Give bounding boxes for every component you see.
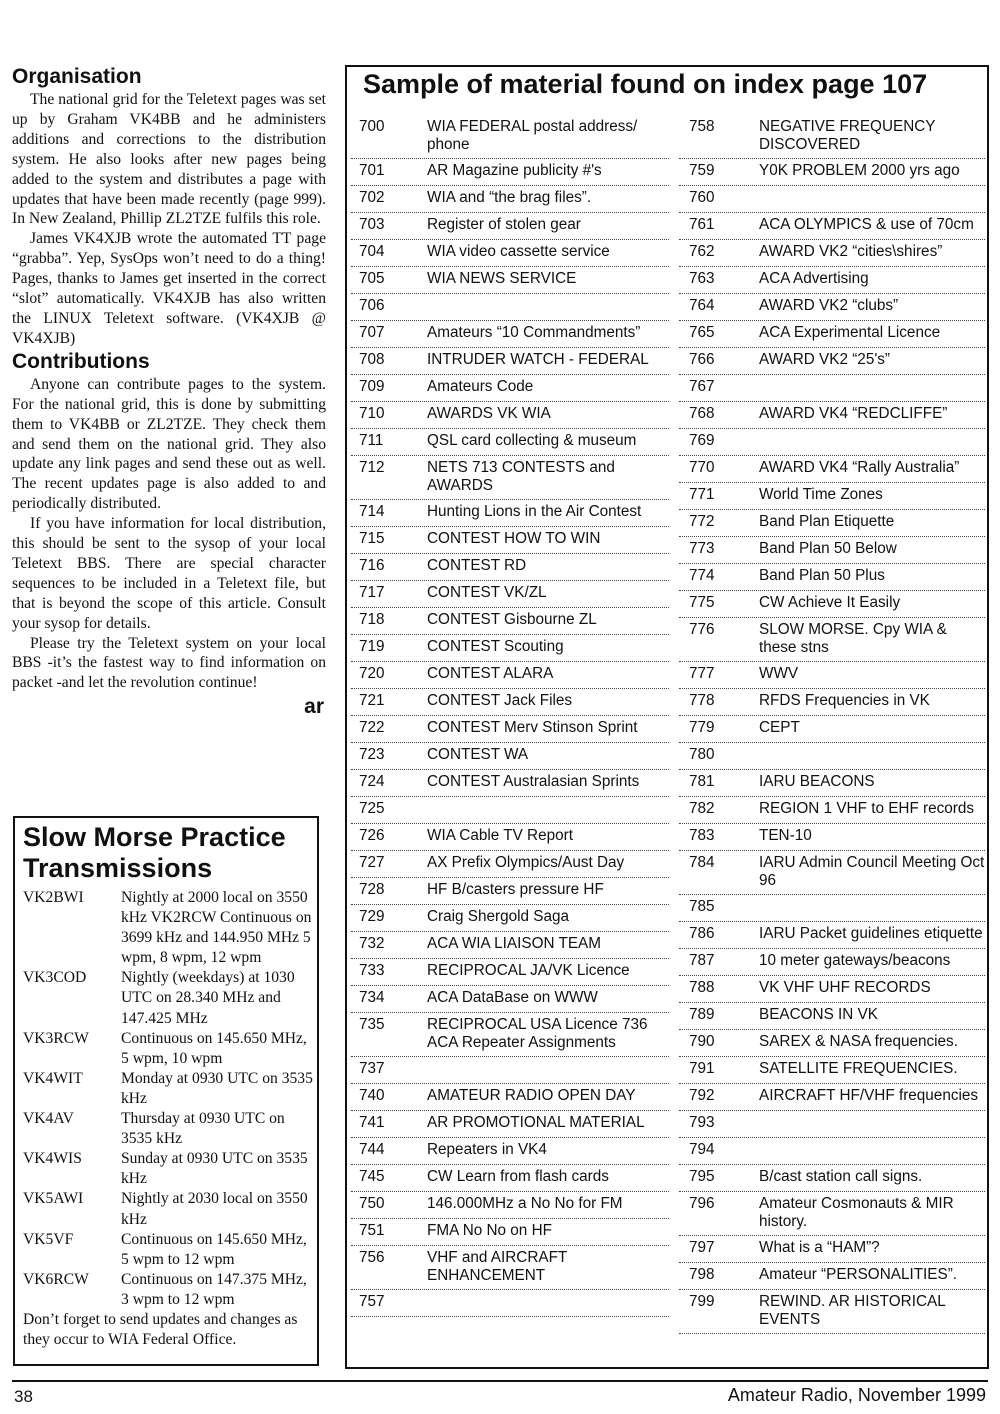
index-page-number: 769 [689, 432, 715, 449]
index-entry [679, 159, 985, 186]
footer-divider [12, 1380, 988, 1382]
organisation-heading: Organisation [12, 65, 142, 88]
index-page-number: 760 [689, 189, 715, 206]
morse-schedule-row [23, 1230, 313, 1270]
index-entry [679, 949, 985, 976]
index-entry-title: ACA DataBase on WWW [427, 989, 598, 1006]
index-entry-title: CONTEST ALARA [427, 665, 554, 682]
index-entry [351, 797, 669, 824]
index-page-number: 788 [689, 979, 715, 996]
index-entry-title: RECIPROCAL JA/VK Licence [427, 962, 630, 979]
index-entry [679, 1138, 985, 1165]
index-entry-title [427, 1293, 669, 1312]
index-entry [351, 527, 669, 554]
index-page-number: 744 [359, 1141, 385, 1158]
index-page-number: 715 [359, 530, 385, 547]
index-entry [679, 402, 985, 429]
index-entry-title: CONTEST HOW TO WIN [427, 530, 601, 547]
slow-morse-list [23, 888, 313, 1310]
index-page-number: 751 [359, 1222, 385, 1239]
index-entry-title [759, 746, 985, 765]
index-entry [351, 240, 669, 267]
index-page-number: 710 [359, 405, 385, 422]
index-entry [351, 986, 669, 1013]
index-entry-title: CONTEST Scouting [427, 638, 564, 655]
index-page-number: 721 [359, 692, 385, 709]
slow-morse-footer: Don’t forget to send updates and changes as they occur to WIA Federal Office. [23, 1310, 298, 1349]
index-entry [679, 186, 985, 213]
index-entry-title: Amateur “PERSONALITIES”. [759, 1266, 958, 1283]
index-page-number: 757 [359, 1293, 385, 1310]
morse-schedule-row [23, 1069, 313, 1109]
index-page-number: 782 [689, 800, 715, 817]
index-entry-title: AWARDS VK WIA [427, 405, 551, 422]
index-entry [679, 348, 985, 375]
index-entry [351, 824, 669, 851]
morse-schedule: Continuous on 145.650 MHz, 5 wpm to 12 wpm [121, 1230, 307, 1268]
index-entry [351, 635, 669, 662]
index-entry-title: AWARD VK4 “REDCLIFFE” [759, 405, 948, 422]
contributions-paragraph: If you have information for local distribution, this should be sent to the sysop of your local Teletext BBS. There are special character sequences to be included in a Teletext file, but that is beyond the scope of this article. Consult your sysop for details. [12, 515, 326, 632]
index-entry [351, 851, 669, 878]
morse-schedule: Nightly at 2000 local on 3550 kHz VK2RCW Continuous on 3699 kHz and 144.950 MHz 5 wpm, 8 wpm, 12 wpm [121, 889, 312, 967]
index-entry-title: ACA OLYMPICS & use of 70cm [759, 216, 974, 233]
index-entry [351, 581, 669, 608]
index-page-number: 784 [689, 854, 715, 871]
index-entry-title: FMA No No on HF [427, 1222, 552, 1239]
index-entry-title: B/cast station call signs. [759, 1168, 923, 1185]
contributions-heading: Contributions [12, 349, 150, 373]
index-entry-title: ACA WIA LIAISON TEAM [427, 935, 601, 952]
index-page-number: 745 [359, 1168, 385, 1185]
index-column-left [351, 115, 669, 1317]
index-entry [679, 1111, 985, 1138]
index-entry [679, 1165, 985, 1192]
index-page-number: 762 [689, 243, 715, 260]
index-entry [351, 1290, 669, 1317]
index-entry-title: Band Plan 50 Plus [759, 567, 885, 584]
index-entry-title: REGION 1 VHF to EHF records [759, 800, 975, 817]
index-entry [351, 500, 669, 527]
index-entry-title: IARU Packet guidelines etiquette [759, 925, 983, 942]
index-entry-title: CW Achieve It Easily [759, 594, 901, 611]
contributions-paragraph: Please try the Teletext system on your local BBS -it’s the fastest way to find information on packet -and let the revolution continue! [12, 634, 326, 692]
index-page-number: 796 [689, 1195, 715, 1212]
index-page-number: 775 [689, 594, 715, 611]
morse-schedule-row [23, 1189, 313, 1229]
index-page-number: 763 [689, 270, 715, 287]
index-entry-title: Repeaters in VK4 [427, 1141, 547, 1158]
index-entry-title: IARU BEACONS [759, 773, 875, 790]
index-entry [351, 456, 669, 500]
index-entry [679, 456, 985, 483]
index-entry [351, 932, 669, 959]
index-page-number: 774 [689, 567, 715, 584]
index-page-number: 733 [359, 962, 385, 979]
index-page-number: 726 [359, 827, 385, 844]
index-entry [679, 743, 985, 770]
index-page-number: 719 [359, 638, 385, 655]
index-entry-title: WIA NEWS SERVICE [427, 270, 577, 287]
index-entry-title: WWV [759, 665, 799, 682]
index-entry [351, 1084, 669, 1111]
index-entry [679, 689, 985, 716]
index-entry-title: CONTEST VK/ZL [427, 584, 547, 601]
index-page-number: 720 [359, 665, 385, 682]
index-entry-title: AIRCRAFT HF/VHF frequencies [759, 1087, 979, 1104]
index-entry-title: CW Learn from flash cards [427, 1168, 609, 1185]
index-page-number: 797 [689, 1239, 715, 1256]
index-page-number: 705 [359, 270, 385, 287]
morse-schedule: Nightly (weekdays) at 1030 UTC on 28.340 MHz and 147.425 MHz [121, 969, 295, 1027]
index-entry [679, 213, 985, 240]
index-page-number: 741 [359, 1114, 385, 1131]
index-page-number: 791 [689, 1060, 715, 1077]
morse-schedule: Continuous on 145.650 MHz, 5 wpm, 10 wpm [121, 1029, 307, 1067]
index-entry [351, 959, 669, 986]
index-entry [351, 662, 669, 689]
morse-callsign: VK4AV [23, 1110, 74, 1128]
index-entry [679, 922, 985, 949]
index-page-number: 761 [689, 216, 715, 233]
index-page-number: 732 [359, 935, 385, 952]
index-entry-title [759, 1114, 985, 1133]
index-entry-title: WIA video cassette service [427, 243, 610, 260]
morse-schedule-row [23, 888, 313, 968]
index-entry [351, 1013, 669, 1057]
index-entry-title: AWARD VK4 “Rally Australia” [759, 459, 960, 476]
index-page-number: 734 [359, 989, 385, 1006]
index-page-number: 727 [359, 854, 385, 871]
page-number: 38 [14, 1387, 33, 1406]
index-entry [351, 1246, 669, 1290]
index-entry [351, 878, 669, 905]
morse-callsign: VK5VF [23, 1230, 74, 1248]
index-page-number: 785 [689, 898, 715, 915]
index-page-number: 712 [359, 459, 385, 476]
index-entry [351, 294, 669, 321]
index-entry [679, 1003, 985, 1030]
slow-morse-title: Slow Morse Practice Transmissions [23, 822, 286, 883]
index-entry [679, 115, 985, 159]
index-entry-title [759, 189, 985, 208]
index-page-number: 701 [359, 162, 385, 179]
index-entry-title [427, 800, 669, 819]
index-entry [679, 824, 985, 851]
index-entry-title: AWARD VK2 “cities\shires” [759, 243, 943, 260]
morse-schedule: Thursday at 0930 UTC on 3535 kHz [121, 1110, 285, 1148]
index-entry [679, 483, 985, 510]
index-entry [351, 689, 669, 716]
index-page-number: 700 [359, 118, 385, 135]
index-page-number: 725 [359, 800, 385, 817]
index-page-number: 756 [359, 1249, 385, 1266]
morse-callsign: VK2BWI [23, 889, 84, 906]
index-page-number: 799 [689, 1293, 715, 1310]
index-page-number: 750 [359, 1195, 385, 1212]
index-page-number: 729 [359, 908, 385, 925]
contributions-paragraph: Anyone can contribute pages to the system. For the national grid, this is done by submitting them to VK4BB or ZL2TZE. They check them and send them on the national grid. They also update any link pages and send these out as well. The recent updates page is also added to and periodically distributed. [12, 375, 326, 513]
index-entry [351, 321, 669, 348]
index-entry [679, 510, 985, 537]
index-page-number: 740 [359, 1087, 385, 1104]
index-page-number: 781 [689, 773, 715, 790]
index-entry-title: NEGATIVE FREQUENCY DISCOVERED [759, 118, 936, 153]
index-page-number: 758 [689, 118, 715, 135]
index-entry-title [759, 1141, 985, 1160]
morse-callsign: VK5AWI [23, 1190, 84, 1208]
index-entry [679, 537, 985, 564]
index-page-number: 783 [689, 827, 715, 844]
index-page-number: 708 [359, 351, 385, 368]
index-entry-title: World Time Zones [759, 486, 883, 503]
index-page-number: 764 [689, 297, 715, 314]
index-entry [351, 213, 669, 240]
index-entry-title: AWARD VK2 “clubs” [759, 297, 899, 314]
index-entry [351, 1111, 669, 1138]
index-entry [351, 1165, 669, 1192]
morse-callsign: VK4WIT [23, 1069, 83, 1087]
index-entry-title: NETS 713 CONTESTS and AWARDS [427, 459, 615, 494]
index-entry-title: SATELLITE FREQUENCIES. [759, 1060, 958, 1077]
index-entry-title: SAREX & NASA frequencies. [759, 1033, 958, 1050]
index-entry [679, 851, 985, 895]
index-page-number: 709 [359, 378, 385, 395]
organisation-paragraph: The national grid for the Teletext pages was set up by Graham VK4BB and he administers additions and corrections to the distribution system. He also looks after new pages being added to the system and distributes a page with updates that have been made recently (page 999). In New Zealand, Phillip ZL2TZE fulfils this role. [12, 91, 326, 228]
index-entry [679, 240, 985, 267]
index-page-number: 780 [689, 746, 715, 763]
index-page-number: 770 [689, 459, 715, 476]
morse-schedule-row [23, 1149, 313, 1189]
index-page-number: 703 [359, 216, 385, 233]
index-page-number: 728 [359, 881, 385, 898]
index-page-number: 778 [689, 692, 715, 709]
index-page-number: 724 [359, 773, 385, 790]
index-entry-title: Hunting Lions in the Air Contest [427, 503, 642, 520]
index-entry-title: AMATEUR RADIO OPEN DAY [427, 1087, 636, 1104]
index-page-number: 765 [689, 324, 715, 341]
index-entry-title: AX Prefix Olympics/Aust Day [427, 854, 625, 871]
index-entry [351, 743, 669, 770]
index-entry-title: RFDS Frequencies in VK [759, 692, 930, 709]
index-entry [679, 267, 985, 294]
morse-schedule-row [23, 1109, 313, 1149]
index-entry [679, 895, 985, 922]
index-page-number: 767 [689, 378, 715, 395]
index-page-number: 768 [689, 405, 715, 422]
index-page-number: 773 [689, 540, 715, 557]
index-entry [351, 1138, 669, 1165]
index-entry-title: Amateur Cosmonauts & MIR history. [759, 1195, 954, 1230]
index-entry [679, 770, 985, 797]
index-column-right [679, 115, 985, 1334]
index-page-number: 766 [689, 351, 715, 368]
morse-callsign: VK3RCW [23, 1029, 89, 1047]
index-entry [351, 554, 669, 581]
index-page-number: 790 [689, 1033, 715, 1050]
index-entry-title: CONTEST RD [427, 557, 527, 574]
index-page-box [345, 65, 989, 1369]
index-entry [351, 429, 669, 456]
index-entry-title: WIA Cable TV Report [427, 827, 573, 844]
index-entry-title [759, 378, 985, 397]
morse-callsign: VK6RCW [23, 1270, 89, 1288]
index-entry-title: CEPT [759, 719, 800, 736]
publication-line: Amateur Radio, November 1999 [727, 1385, 986, 1405]
index-page-number: 723 [359, 746, 385, 763]
index-entry-title [427, 297, 669, 316]
index-entry [679, 797, 985, 824]
index-entry-title: CONTEST WA [427, 746, 529, 763]
index-entry [351, 1219, 669, 1246]
index-entry [351, 267, 669, 294]
index-entry-title: BEACONS IN VK [759, 1006, 879, 1023]
index-page-number: 716 [359, 557, 385, 574]
index-entry [679, 429, 985, 456]
index-entry [679, 591, 985, 618]
index-entry-title: What is a “HAM”? [759, 1239, 880, 1256]
index-page-number: 717 [359, 584, 385, 601]
index-entry [351, 716, 669, 743]
index-entry [679, 294, 985, 321]
index-entry-title: Register of stolen gear [427, 216, 581, 233]
index-entry-title: SLOW MORSE. Cpy WIA & these stns [759, 621, 947, 656]
index-box-title: Sample of material found on index page 107 [363, 69, 928, 99]
index-entry [679, 375, 985, 402]
index-entry [679, 1192, 985, 1236]
index-entry-title: CONTEST Merv Stinson Sprint [427, 719, 638, 736]
morse-callsign: VK3COD [23, 969, 87, 987]
index-entry-title: CONTEST Australasian Sprints [427, 773, 640, 790]
index-entry [679, 1057, 985, 1084]
index-entry-title: Amateurs “10 Commandments” [427, 324, 641, 341]
index-entry [351, 348, 669, 375]
organisation-paragraph: James VK4XJB wrote the automated TT page “grabba”. Yep, SysOps won’t need to do a thing! Pages, thanks to James get inserted in the correct “slot” automatically. VK4XJB has also written the LINUX Teletext software. (VK4XJB @ VK4XJB) [12, 230, 326, 347]
index-entry-title: INTRUDER WATCH - FEDERAL [427, 351, 649, 368]
index-entry [679, 1236, 985, 1263]
index-page-number: 711 [359, 432, 384, 449]
index-entry-title: AR PROMOTIONAL MATERIAL [427, 1114, 645, 1131]
morse-schedule-row [23, 968, 313, 1028]
morse-schedule: Nightly at 2030 local on 3550 kHz [121, 1190, 308, 1228]
index-entry-title: IARU Admin Council Meeting Oct 96 [759, 854, 985, 889]
morse-schedule: Continuous on 147.375 MHz, 3 wpm to 12 wpm [121, 1270, 307, 1308]
index-entry [679, 618, 985, 662]
index-page-number: 702 [359, 189, 385, 206]
index-entry-title: 146.000MHz a No No for FM [427, 1195, 623, 1212]
index-entry [679, 716, 985, 743]
index-entry [351, 905, 669, 932]
index-entry [351, 1192, 669, 1219]
index-entry [679, 1263, 985, 1290]
index-page-number: 787 [689, 952, 715, 969]
index-entry-title: CONTEST Gisbourne ZL [427, 611, 597, 628]
morse-schedule-row [23, 1029, 313, 1069]
index-entry-title [759, 898, 985, 917]
index-entry-title: Band Plan Etiquette [759, 513, 895, 530]
index-entry [351, 375, 669, 402]
index-entry-title: VK VHF UHF RECORDS [759, 979, 931, 996]
index-page-number: 794 [689, 1141, 715, 1158]
index-entry-title: Amateurs Code [427, 378, 534, 395]
index-entry [351, 608, 669, 635]
index-page-number: 707 [359, 324, 385, 341]
article-signoff: ar [304, 695, 324, 719]
index-entry-title [759, 432, 985, 451]
index-page-number: 714 [359, 503, 385, 520]
index-entry [679, 1030, 985, 1057]
index-page-number: 776 [689, 621, 715, 638]
index-entry-title: QSL card collecting & museum [427, 432, 637, 449]
index-entry-title: AWARD VK2 “25's” [759, 351, 890, 368]
index-page-number: 789 [689, 1006, 715, 1023]
index-page-number: 792 [689, 1087, 715, 1104]
morse-schedule-row [23, 1270, 313, 1310]
index-page-number: 718 [359, 611, 385, 628]
index-entry [351, 186, 669, 213]
index-entry [351, 402, 669, 429]
index-page-number: 793 [689, 1114, 715, 1131]
index-page-number: 706 [359, 297, 385, 314]
index-entry-title: Y0K PROBLEM 2000 yrs ago [759, 162, 960, 179]
index-entry-title: HF B/casters pressure HF [427, 881, 604, 898]
index-entry-title: RECIPROCAL USA Licence 736 ACA Repeater Assignments [427, 1016, 648, 1051]
morse-schedule: Sunday at 0930 UTC on 3535 kHz [121, 1150, 308, 1188]
slow-morse-box [13, 816, 319, 1366]
index-entry [679, 662, 985, 689]
index-entry-title: AR Magazine publicity #'s [427, 162, 602, 179]
index-page-number: 779 [689, 719, 715, 736]
index-page-number: 786 [689, 925, 715, 942]
index-entry-title: ACA Advertising [759, 270, 869, 287]
index-entry-title [427, 1060, 669, 1079]
index-entry [679, 1084, 985, 1111]
index-page-number: 772 [689, 513, 715, 530]
index-entry-title: Craig Shergold Saga [427, 908, 570, 925]
article-column [12, 64, 326, 719]
index-entry [351, 1057, 669, 1084]
index-entry [351, 770, 669, 797]
morse-callsign: VK4WIS [23, 1150, 82, 1168]
index-page-number: 722 [359, 719, 385, 736]
index-page-number: 771 [689, 486, 715, 503]
index-page-number: 798 [689, 1266, 715, 1283]
index-page-number: 777 [689, 665, 715, 682]
index-page-number: 704 [359, 243, 385, 260]
morse-schedule: Monday at 0930 UTC on 3535 kHz [121, 1069, 313, 1107]
index-entry-title: ACA Experimental Licence [759, 324, 941, 341]
index-page-number: 735 [359, 1016, 385, 1033]
index-entry-title: REWIND. AR HISTORICAL EVENTS [759, 1293, 946, 1328]
index-entry-title: WIA FEDERAL postal address/ phone [427, 118, 638, 153]
index-entry [351, 115, 669, 159]
index-page-number: 759 [689, 162, 715, 179]
index-entry [679, 321, 985, 348]
index-entry [351, 159, 669, 186]
index-page-number: 795 [689, 1168, 715, 1185]
index-entry-title: CONTEST Jack Files [427, 692, 573, 709]
index-entry [679, 564, 985, 591]
index-entry [679, 1290, 985, 1334]
index-entry-title: TEN-10 [759, 827, 812, 844]
index-entry-title: VHF and AIRCRAFT ENHANCEMENT [427, 1249, 567, 1284]
index-entry-title: Band Plan 50 Below [759, 540, 897, 557]
index-entry-title: 10 meter gateways/beacons [759, 952, 951, 969]
index-entry [679, 976, 985, 1003]
index-entry-title: WIA and “the brag files”. [427, 189, 592, 206]
index-page-number: 737 [359, 1060, 385, 1077]
